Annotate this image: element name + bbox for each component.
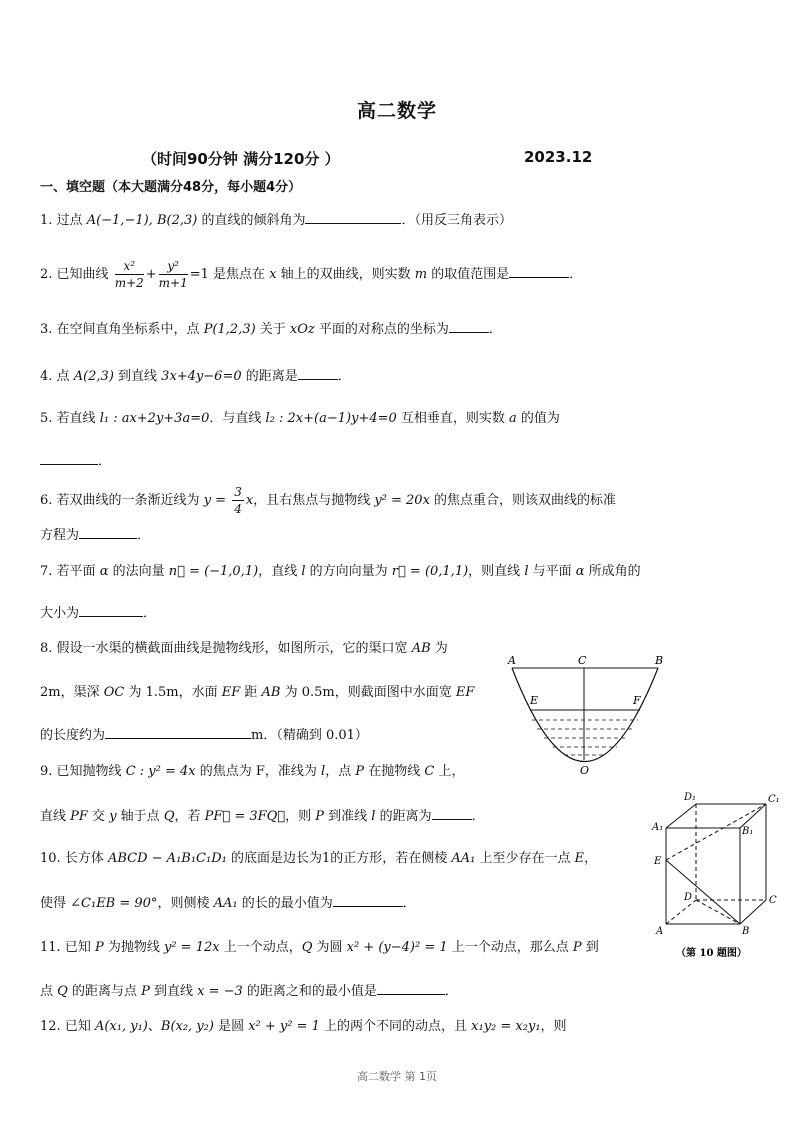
answer-blank-3 — [449, 320, 489, 333]
question-11: 11. 已知 P 为抛物线 y² = 12x 上一个动点，Q 为圆 x² + (y−4)² = 1 上一个动点，那么点 P 到 — [40, 940, 599, 955]
answer-blank-2 — [509, 265, 569, 278]
parabola-curve — [512, 668, 658, 762]
label-b: B — [655, 654, 664, 667]
label-d1: D₁ — [684, 792, 697, 803]
question-6-cont: 方程为 ． — [40, 528, 151, 543]
question-4: 4. 点 A(2,3) 到直线 3x+4y−6=0 的距离是 ． — [40, 369, 351, 384]
label-b1: B₁ — [742, 826, 754, 837]
label-c1: C₁ — [768, 794, 780, 805]
label-e: E — [654, 856, 662, 867]
figure-8-parabola-channel — [500, 650, 670, 778]
question-8: 8. 假设一水渠的横截面曲线是抛物线形，如图所示，它的渠口宽 AB 为 — [40, 641, 448, 656]
question-11-cont: 点 Q 的距离与点 P 到直线 x = −3 的距离之和的最小值是 ． — [40, 984, 458, 999]
figure-caption: （第 10 题图） — [676, 948, 747, 959]
question-12: 12. 已知 A(x₁, y₁)、B(x₂, y₂) 是圆 x² + y² = 1 上的两个不同的动点，且 x₁y₂ = x₂y₁，则 — [40, 1019, 567, 1034]
exam-date: 2023.12 — [524, 148, 593, 166]
label-e: E — [530, 694, 539, 707]
section-heading: 一、填空题（本大题满分48分，每小题4分） — [40, 180, 302, 195]
label-f: F — [633, 694, 641, 707]
question-2: 2. 已知曲线 $\frac{\text{x²}}{m+2}$ + $\frac{\text{y²}}{m+1}$ =1 是焦点在 x 轴上的双曲线，则实数 m 的取值范围是 ． — [40, 259, 583, 290]
question-7-cont: 大小为 ． — [40, 606, 157, 621]
question-7: 7. 若平面 α 的法向量 n⃗ = (−1,0,1)，直线 l 的方向向量为 r⃗ = (0,1,1)，则直线 l 与平面 α 所成角的 — [40, 564, 641, 579]
question-5: 5. 若直线 l₁ : ax+2y+3a=0．与直线 l₂ : 2x+(a−1)y+4=0 互相垂直，则实数 a 的值为 — [40, 411, 560, 426]
answer-blank-5 — [40, 452, 98, 465]
question-10: 10. 长方体 ABCD − A₁B₁C₁D₁ 的底面是边长为1的正方形，若在侧棱 AA₁ 上至少存在一点 E， — [40, 851, 598, 866]
answer-blank-10 — [333, 894, 403, 907]
answer-blank-7 — [79, 604, 143, 617]
question-8-line2: 2m，渠深 OC 为 1.5m，水面 EF 距 AB 为 0.5m，则截面图中水面宽 EF — [40, 685, 475, 700]
figure-10-cuboid — [648, 788, 788, 968]
exam-time-info: （时间90分钟 满分120分 ） — [142, 150, 340, 168]
answer-blank-8 — [105, 726, 251, 739]
answer-blank-9 — [432, 807, 472, 820]
label-b: B — [742, 926, 750, 937]
label-c: C — [578, 654, 587, 667]
label-o: O — [580, 764, 590, 777]
page-footer: 高二数学 第 1页 — [357, 1070, 437, 1083]
label-a: A — [508, 654, 516, 667]
answer-blank-11 — [377, 982, 445, 995]
label-a: A — [656, 926, 664, 937]
question-5-cont: ． — [40, 452, 111, 471]
answer-blank-6 — [79, 526, 137, 539]
page-title: 高二数学 — [356, 100, 437, 122]
question-9-cont: 直线 PF 交 y 轴于点 Q，若 PF⃗ = 3FQ⃗，则 P 到准线 l 的距离为 ． — [40, 809, 485, 824]
label-d: D — [684, 892, 693, 903]
label-a1: A₁ — [652, 822, 664, 833]
answer-blank-1 — [305, 211, 401, 224]
question-6: 6. 若双曲线的一条渐近线为 y = $\frac{3}{4}$ x，且右焦点与抛物线 y² = 20x 的焦点重合，则该双曲线的标准 — [40, 485, 617, 516]
label-c: C — [769, 895, 777, 906]
question-10-cont: 使得 ∠C₁EB = 90°，则侧棱 AA₁ 的长的最小值为 ． — [40, 896, 416, 911]
question-1: 1. 过点 A(−1,−1), B(2,3) 的直线的倾斜角为 ．（用反三角表示） — [40, 213, 512, 228]
question-3: 3. 在空间直角坐标系中，点 P(1,2,3) 关于 xOz 平面的对称点的坐标为 ． — [40, 322, 502, 337]
answer-blank-4 — [298, 367, 338, 380]
question-8-line3: 的长度约为 m．（精确到 0.01） — [40, 728, 368, 743]
question-9: 9. 已知抛物线 C : y² = 4x 的焦点为 F，准线为 l，点 P 在抛物线 C 上， — [40, 764, 465, 779]
